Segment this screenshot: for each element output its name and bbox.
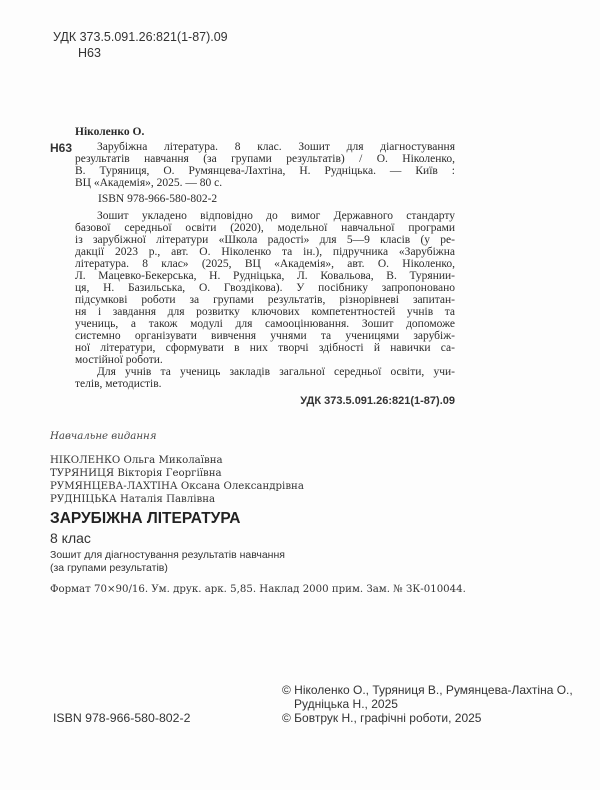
annotation-line: ної літератури, сформувати в них творчі здібності й навички са- [75,342,455,354]
author-entry: ТУРЯНИЦЯ Вікторія Георгіївна [50,468,222,479]
annotation [75,210,455,390]
edition-type: Навчальне видання [50,431,157,442]
biblio-line: ВЦ «Академія», 2025. — 80 с. [75,177,223,189]
copyright-line: © Ніколенко О., Туряниця В., Румянцева-Лахтіна О., [282,683,573,697]
author-heading: Ніколенко О. [75,126,145,138]
annotation-line: базової середньої освіти (2020), модельної навчальної програми [75,222,455,234]
annotation-line: література. 8 клас» (2025, ВЦ «Академія», авт. О. Ніколенко, [75,258,455,270]
audience-line: телів, методистів. [75,378,162,390]
author-entry: РУДНІЦЬКА Наталія Павлівна [50,494,216,505]
annotation-line: мостійної роботи. [75,354,163,366]
author-entry: НІКОЛЕНКО Ольга Миколаївна [50,455,223,466]
audience-line: Для учнів та учениць закладів загальної середньої освіти, учи- [97,366,455,378]
copyright-line: Рудніцька Н., 2025 [294,697,398,711]
author-list [50,454,304,506]
biblio-line: Зарубіжна література. 8 клас. Зошит для діагностування [97,141,455,153]
udk-top: УДК 373.5.091.26:821(1-87).09 [53,30,228,44]
print-info: Формат 70×90/16. Ум. друк. арк. 5,85. Наклад 2000 прим. Зам. № ЗК-010044. [50,584,466,595]
isbn-bottom: ISBN 978-966-580-802-2 [53,711,191,725]
biblio-line: результатів навчання (за групами результатів) / О. Ніколенко, [75,153,455,165]
annotation-line: підсумкові роботи за групами результатів, різнорівневі запитан- [75,294,455,306]
annotation-line: системно організувати вивчення учнями та ученицями зарубіж- [75,330,455,342]
annotation-line: ця, Н. Базильська, О. Гвоздікова). У посібнику запропоновано [75,282,455,294]
annotation-line: ня і завдання для розвитку ключових компетентностей учнів та [75,306,455,318]
author-entry: РУМЯНЦЕВА-ЛАХТІНА Оксана Олександрівна [50,481,304,492]
subtitle-line: Зошит для діагностування результатів навчання [50,549,285,561]
code-top: Н63 [78,46,101,60]
annotation-line: Л. Мацевко-Бекерська, Н. Рудніцька, Л. Ковальова, В. Турянии- [75,270,455,282]
annotation-line: із зарубіжної літератури «Школа радості» для 5—9 класів (у ре- [75,234,455,246]
copyright-line: © Бовтрук Н., графічні роботи, 2025 [282,711,482,725]
annotation-line: дакції 2023 р., авт. О. Ніколенко та ін.), підручника «Зарубіжна [75,246,455,258]
isbn-biblio: ISBN 978-966-580-802-2 [98,193,218,205]
subtitle-line: (за групами результатів) [50,562,168,574]
bibliographic-description [75,141,455,189]
code-side: Н63 [50,141,73,155]
subtitle [50,549,285,575]
annotation-line: учениць, а також модулі для самооцінювання. Зошит допоможе [75,318,455,330]
grade: 8 клас [50,530,91,546]
udk-bottom: УДК 373.5.091.26:821(1-87).09 [300,395,455,407]
book-title: ЗАРУБІЖНА ЛІТЕРАТУРА [50,510,241,527]
annotation-line: Зошит укладено відповідно до вимог Державного стандарту [97,210,455,222]
copyright [282,683,573,725]
biblio-line: В. Туряниця, О. Румянцева-Лахтіна, Н. Рудніцька. — Київ : [75,165,455,177]
